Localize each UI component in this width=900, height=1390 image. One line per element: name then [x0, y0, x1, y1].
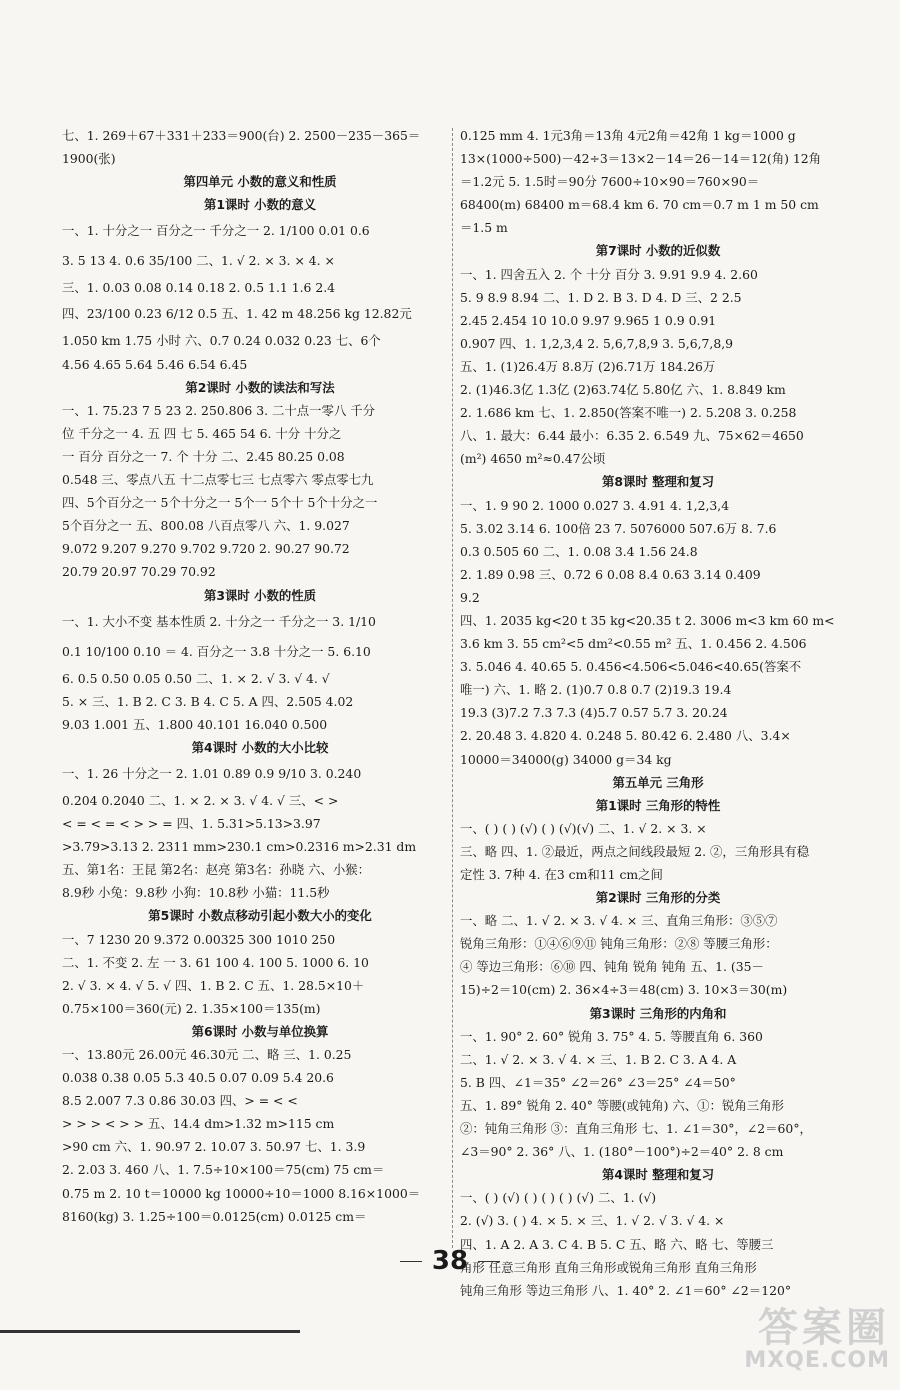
answer-line: 8.5 2.007 7.3 0.86 30.03 四、> = < <	[62, 1093, 298, 1109]
answer-line: 一、1. 26 十分之一 2. 1.01 0.89 0.9 9/10 3. 0.240	[62, 765, 362, 781]
answer-line: ④ 等边三角形：⑥⑩ 四、钝角 锐角 钝角 五、1. (35－	[460, 959, 764, 975]
answer-line: 5. B 四、∠1＝35° ∠2＝26° ∠3＝25° ∠4＝50°	[460, 1074, 736, 1090]
answer-line: 四、5个百分之一 5个十分之一 5个一 5个十 5个十分之一	[62, 495, 378, 511]
section-heading: 第5课时 小数点移动引起小数大小的变化	[148, 908, 372, 924]
answer-line: 一、1. 75.23 7 5 23 2. 250.806 3. 二十点一零八 千分	[62, 402, 376, 418]
answer-line: 13×(1000÷500)－42÷3＝13×2－14＝26－14＝12(角) 12角	[460, 151, 822, 167]
answer-line: (m²) 4650 m²≈0.47公顷	[460, 451, 606, 467]
answer-line: 钝角三角形 等边三角形 八、1. 40° 2. ∠1＝60° ∠2＝120°	[460, 1282, 792, 1298]
answer-line: 四、1. 2035 kg<20 t 35 kg<20.35 t 2. 3006 m<3 km 60 m<	[460, 612, 835, 628]
answer-line: 3. 5 13 4. 0.6 35/100 二、1. √ 2. × 3. × 4. ×	[62, 253, 335, 269]
section-heading: 第7课时 小数的近似数	[595, 243, 721, 259]
answer-line: 三、略 四、1. ②最近，两点之间线段最短 2. ②，三角形具有稳	[460, 843, 810, 859]
answer-line: 2. √ 3. × 4. √ 5. √ 四、1. B 2. C 五、1. 28.5×10＋	[62, 977, 365, 993]
section-heading: 第3课时 三角形的内角和	[589, 1005, 727, 1021]
answer-line: 0.204 0.2040 二、1. × 2. × 3. √ 4. √ 三、< >	[62, 792, 339, 808]
watermark-logo	[744, 1305, 890, 1373]
answer-line: 5. 3.02 3.14 6. 100倍 23 7. 5076000 507.6万 8. 7.6	[460, 520, 777, 536]
page-number	[0, 1246, 900, 1276]
answer-line: 9.072 9.207 9.270 9.702 9.720 2. 90.27 90.72	[62, 541, 350, 557]
watermark-url: MXQE.COM	[744, 1348, 890, 1373]
answer-line: 8160(kg) 3. 1.25÷100＝0.0125(cm) 0.0125 cm＝	[62, 1208, 367, 1224]
answer-line: >90 cm 六、1. 90.97 2. 10.07 3. 50.97 七、1. 3.9	[62, 1139, 366, 1155]
left-column	[62, 124, 458, 1228]
answer-line: 位 千分之一 4. 五 四 七 5. 465 54 6. 十分 十分之	[62, 425, 342, 441]
answer-line: 0.125 mm 4. 1元3角＝13角 4元2角＝42角 1 kg＝1000 g	[460, 128, 796, 143]
answer-line: 一、略 二、1. √ 2. × 3. √ 4. × 三、直角三角形：③⑤⑦	[460, 913, 778, 929]
answer-line: 一、1. 大小不变 基本性质 2. 十分之一 千分之一 3. 1/10	[62, 613, 376, 629]
answer-line: 2. (1)46.3亿 1.3亿 (2)63.74亿 5.80亿 六、1. 8.849 km	[460, 382, 786, 398]
right-column	[460, 124, 856, 1302]
answer-line: 一、1. 十分之一 百分之一 千分之一 2. 1/100 0.01 0.6	[62, 223, 370, 239]
answer-line: 二、1. 不变 2. 左 一 3. 61 100 4. 100 5. 1000 6. 10	[62, 954, 369, 970]
answer-line: 0.548 三、零点八五 十二点零七三 七点零六 零点零七九	[62, 472, 374, 488]
answer-line: 0.1 10/100 0.10 ＝ 4. 百分之一 3.8 十分之一 5. 6.10	[62, 643, 371, 659]
answer-line: 一、( ) (√) ( ) ( ) ( ) (√) 二、1. (√)	[460, 1190, 657, 1206]
answer-line: 唯一) 六、1. 略 2. (1)0.7 0.8 0.7 (2)19.3 19.4	[460, 682, 732, 698]
answer-line: ∠3＝90° 2. 36° 八、1. (180°－100°)÷2＝40° 2. 8 cm	[460, 1144, 784, 1160]
answer-line: 68400(m) 68400 m＝68.4 km 6. 70 cm＝0.7 m 1 m 50 cm	[460, 197, 819, 213]
answer-line: 4.56 4.65 5.64 5.46 6.54 6.45	[62, 356, 248, 372]
answer-line: 3.6 km 3. 55 cm²<5 dm²<0.55 m² 五、1. 0.456 2. 4.506	[460, 636, 807, 652]
answer-line: 1900(张)	[62, 151, 116, 167]
answer-line: 七、1. 269＋67＋331＋233＝900(台) 2. 2500－235－365＝	[62, 128, 421, 143]
answer-line: 四、23/100 0.23 6/12 0.5 五、1. 42 m 48.256 kg 12.82元	[62, 306, 412, 322]
answer-line: 三、1. 0.03 0.08 0.14 0.18 2. 0.5 1.1 1.6 2.4	[62, 280, 336, 296]
answer-line: 1.050 km 1.75 小时 六、0.7 0.24 0.032 0.23 七、6个	[62, 333, 381, 349]
answer-line: 0.75 m 2. 10 t＝10000 kg 10000÷10＝1000 8.16×1000＝	[62, 1185, 421, 1201]
answer-line: 四、1. A 2. A 3. C 4. B 5. C 五、略 六、略 七、等腰三	[460, 1236, 774, 1252]
answer-line: 一、( ) ( ) (√) ( ) (√)(√) 二、1. √ 2. × 3. ×	[460, 820, 707, 836]
page-number-text: 38	[431, 1246, 469, 1276]
section-heading: 第2课时 小数的读法和写法	[185, 379, 335, 395]
section-heading: 第4课时 小数的大小比较	[191, 739, 329, 755]
answer-line: ＝1.2元 5. 1.5时＝90分 7600÷10×90＝760×90＝	[460, 174, 760, 190]
answer-line: 五、1. (1)26.4万 8.8万 (2)6.71万 184.26万	[460, 358, 716, 374]
answer-line: ＝1.5 m	[460, 220, 508, 236]
answer-line: 5个百分之一 五、800.08 八百点零八 六、1. 9.027	[62, 518, 350, 534]
answer-line: 一、1. 四舍五入 2. 个 十分 百分 3. 9.91 9.9 4. 2.60	[460, 266, 758, 282]
answer-line: ②：钝角三角形 ③：直角三角形 七、1. ∠1＝30°，∠2＝60°，	[460, 1121, 812, 1137]
answer-line: 0.907 四、1. 1,2,3,4 2. 5,6,7,8,9 3. 5,6,7,8,9	[460, 335, 734, 351]
answer-line: 8.9秒 小兔：9.8秒 小狗：10.8秒 小猫：11.5秒	[62, 885, 330, 901]
answer-line: 0.038 0.38 0.05 5.3 40.5 0.07 0.09 5.4 20.6	[62, 1070, 334, 1086]
answer-line: 八、1. 最大：6.44 最小：6.35 2. 6.549 九、75×62＝4650	[460, 428, 804, 444]
answer-line: 5. × 三、1. B 2. C 3. B 4. C 5. A 四、2.505 4.02	[62, 693, 354, 709]
section-heading: 第4课时 整理和复习	[601, 1167, 715, 1183]
answer-line: 定性 3. 7种 4. 在3 cm和11 cm之间	[460, 867, 663, 882]
answer-line: 五、1. 89° 锐角 2. 40° 等腰(或钝角) 六、①：锐角三角形	[460, 1097, 784, 1113]
answer-line: > > > < > > 五、14.4 dm>1.32 m>115 cm	[62, 1116, 335, 1132]
watermark-logo-text: 答案圈	[758, 1305, 890, 1351]
answer-line: 5. 9 8.9 8.94 二、1. D 2. B 3. D 4. D 三、2 2.5	[460, 289, 742, 305]
answer-line: 20.79 20.97 70.29 70.92	[62, 564, 216, 580]
answer-line: 2. 1.686 km 七、1. 2.850(答案不唯一) 2. 5.208 3. 0.258	[460, 405, 797, 421]
section-heading: 第8课时 整理和复习	[601, 474, 715, 490]
answer-line: 角形 任意三角形 直角三角形或锐角三角形 直角三角形	[460, 1259, 757, 1275]
section-heading: 第3课时 小数的性质	[203, 587, 317, 603]
answer-line: 2. 1.89 0.98 三、0.72 6 0.08 8.4 0.63 3.14 0.409	[460, 566, 761, 582]
answer-line: 二、1. √ 2. × 3. √ 4. × 三、1. B 2. C 3. A 4. A	[460, 1051, 737, 1067]
answer-line: 一、13.80元 26.00元 46.30元 二、略 三、1. 0.25	[62, 1047, 352, 1062]
section-heading: 第五单元 三角形	[612, 774, 704, 790]
answer-line: 9.03 1.001 五、1.800 40.101 16.040 0.500	[62, 716, 328, 732]
section-heading: 第1课时 小数的意义	[203, 197, 317, 213]
answer-line: 一 百分 百分之一 7. 个 十分 二、2.45 80.25 0.08	[62, 448, 345, 464]
answer-line: 2.45 2.454 10 10.0 9.97 9.965 1 0.9 0.91	[460, 312, 717, 328]
answer-line: 一、7 1230 20 9.372 0.00325 300 1010 250	[62, 931, 336, 947]
bottom-rule	[0, 1330, 300, 1333]
answer-line: 9.2	[460, 589, 480, 605]
answer-line: 2. 2.03 3. 460 八、1. 7.5÷10×100＝75(cm) 75 cm＝	[62, 1162, 385, 1178]
answer-line: 2. 20.48 3. 4.820 4. 0.248 5. 80.42 6. 2.480 八、3.4×	[460, 728, 791, 744]
section-heading: 第1课时 三角形的特性	[595, 797, 721, 813]
answer-line: 3. 5.046 4. 40.65 5. 0.456<4.506<5.046<40.65(答案不	[460, 659, 802, 675]
answer-line: 10000＝34000(g) 34000 g＝34 kg	[460, 751, 672, 767]
section-heading: 第四单元 小数的意义和性质	[183, 174, 337, 190]
answer-line: 15)÷2＝10(cm) 2. 36×4÷3＝48(cm) 3. 10×3＝30(m)	[460, 982, 788, 998]
section-heading: 第6课时 小数与单位换算	[191, 1023, 329, 1039]
answer-line: >3.79>3.13 2. 2311 mm>230.1 cm>0.2316 m>2.31 dm	[62, 839, 417, 855]
answer-line: 0.3 0.505 60 二、1. 0.08 3.4 1.56 24.8	[460, 543, 698, 559]
answer-line: 锐角三角形：①④⑥⑨⑪ 钝角三角形：②⑧ 等腰三角形：	[460, 936, 778, 952]
answer-line: < = < = < > > = 四、1. 5.31>5.13>3.97	[62, 816, 321, 832]
column-divider	[452, 128, 453, 1248]
answer-line: 0.75×100＝360(元) 2. 1.35×100＝135(m)	[62, 1000, 321, 1016]
section-heading: 第2课时 三角形的分类	[595, 890, 721, 906]
answer-line: 五、第1名：王昆 第2名：赵亮 第3名：孙晓 六、小猴：	[62, 862, 371, 878]
answer-line: 2. (√) 3. ( ) 4. × 5. × 三、1. √ 2. √ 3. √ 4. ×	[460, 1213, 725, 1229]
answer-line: 19.3 (3)7.2 7.3 7.3 (4)5.7 0.57 5.7 3. 20.24	[460, 705, 728, 721]
answer-line: 一、1. 9 90 2. 1000 0.027 3. 4.91 4. 1,2,3,4	[460, 497, 730, 513]
answer-line: 一、1. 90° 2. 60° 锐角 3. 75° 4. 5. 等腰直角 6. 360	[460, 1028, 763, 1044]
answer-line: 6. 0.5 0.50 0.05 0.50 二、1. × 2. √ 3. √ 4. √	[62, 670, 330, 686]
